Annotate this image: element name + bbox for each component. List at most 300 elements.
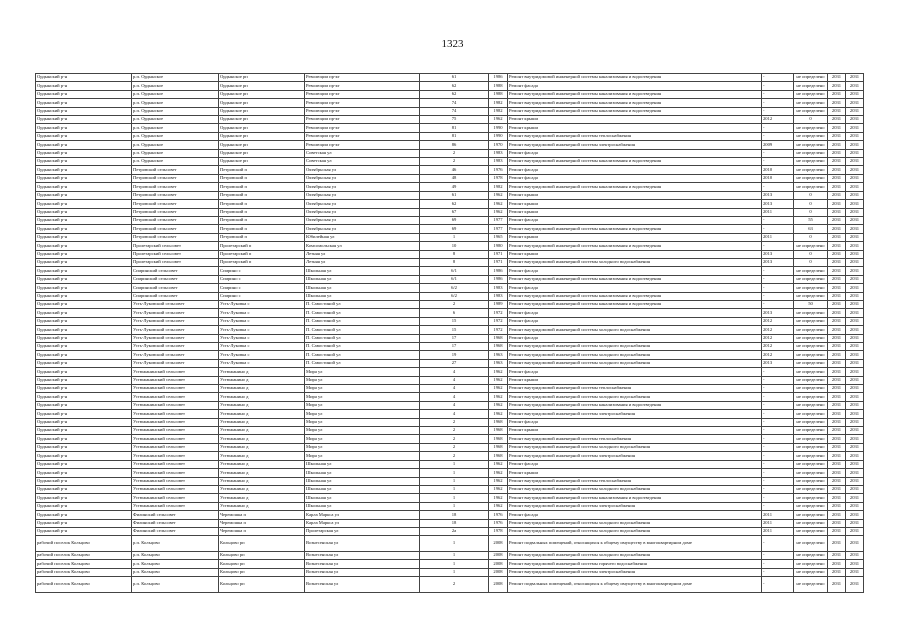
- settlement-cell: Устюжанинский сельсовет: [132, 477, 219, 485]
- table-row: [36, 427, 864, 435]
- street-cell: Октябрьская ул: [305, 166, 420, 174]
- locality-cell: Устюжанино д: [219, 494, 305, 502]
- municipal-district-cell: Ордынский р-н: [36, 107, 132, 115]
- wear-percent-cell: не определено: [794, 435, 828, 443]
- wear-percent-cell: 55: [794, 216, 828, 224]
- house-number-cell: 17: [420, 334, 489, 342]
- settlement-cell: Петровский сельсовет: [132, 225, 219, 233]
- plan-start-year-cell: 2031: [828, 527, 846, 535]
- locality-cell: Ордынское рп: [219, 90, 305, 98]
- plan-end-year-cell: 2031: [846, 368, 864, 376]
- table-row: [36, 560, 864, 568]
- plan-end-year-cell: 2031: [846, 494, 864, 502]
- build-year-cell: 1976: [489, 511, 508, 519]
- municipal-district-cell: Ордынский р-н: [36, 267, 132, 275]
- wear-percent-cell: не определено: [794, 183, 828, 191]
- build-year-cell: 1968: [489, 343, 508, 351]
- municipal-district-cell: Ордынский р-н: [36, 368, 132, 376]
- settlement-cell: Усть-Луковский сельсовет: [132, 300, 219, 308]
- house-number-cell: 2: [420, 158, 489, 166]
- locality-cell: Кольцово рп: [219, 568, 305, 576]
- plan-start-year-cell: 2031: [828, 309, 846, 317]
- locality-cell: Усть-Луковка с: [219, 334, 305, 342]
- plan-end-year-cell: 2031: [846, 551, 864, 559]
- work-type-cell: Ремонт фасада: [508, 334, 762, 342]
- settlement-cell: р.п. Ордынское: [132, 149, 219, 157]
- municipal-district-cell: Ордынский р-н: [36, 343, 132, 351]
- locality-cell: Устюжанино д: [219, 443, 305, 451]
- work-type-cell: Ремонт внутридомовой инженерной системы канализования и водоотведения: [508, 242, 762, 250]
- work-type-cell: Ремонт крыши: [508, 124, 762, 132]
- locality-cell: Ордынское рп: [219, 82, 305, 90]
- settlement-cell: р.п. Ордынское: [132, 124, 219, 132]
- street-cell: П. Савостиной ул: [305, 309, 420, 317]
- wear-percent-cell: не определено: [794, 511, 828, 519]
- wear-percent-cell: не определено: [794, 141, 828, 149]
- work-type-cell: Ремонт внутридомовой инженерной системы холодного водоснабжения: [508, 551, 762, 559]
- plan-end-year-cell: 2031: [846, 427, 864, 435]
- municipal-district-cell: Ордынский р-н: [36, 191, 132, 199]
- plan-start-year-cell: 2031: [828, 494, 846, 502]
- municipal-district-cell: рабочий поселок Кольцово: [36, 560, 132, 568]
- wear-percent-cell: не определено: [794, 368, 828, 376]
- settlement-cell: Устюжанинский сельсовет: [132, 443, 219, 451]
- house-number-cell: 19: [420, 351, 489, 359]
- plan-end-year-cell: 2031: [846, 435, 864, 443]
- plan-start-year-cell: 2031: [828, 292, 846, 300]
- plan-end-year-cell: 2031: [846, 511, 864, 519]
- street-cell: Карла Маркса ул: [305, 511, 420, 519]
- plan-end-year-cell: 2031: [846, 460, 864, 468]
- municipal-district-cell: рабочий поселок Кольцово: [36, 551, 132, 559]
- work-type-cell: Ремонт внутридомовой инженерной системы холодного водоснабжения: [508, 343, 762, 351]
- wear-percent-cell: не определено: [794, 275, 828, 283]
- plan-end-year-cell: 2031: [846, 452, 864, 460]
- plan-end-year-cell: 2031: [846, 90, 864, 98]
- street-cell: Школьная ул: [305, 267, 420, 275]
- work-type-cell: Ремонт фасада: [508, 149, 762, 157]
- plan-start-year-cell: 2031: [828, 418, 846, 426]
- build-year-cell: 1968: [489, 418, 508, 426]
- plan-start-year-cell: 2031: [828, 359, 846, 367]
- street-cell: Летняя ул: [305, 250, 420, 258]
- build-year-cell: 1962: [489, 393, 508, 401]
- municipal-district-cell: Ордынский р-н: [36, 418, 132, 426]
- wear-percent-cell: не определено: [794, 519, 828, 527]
- build-year-cell: 1982: [489, 183, 508, 191]
- wear-percent-cell: не определено: [794, 577, 828, 593]
- plan-start-year-cell: 2031: [828, 267, 846, 275]
- last-repair-year-cell: -: [762, 577, 794, 593]
- wear-percent-cell: не определено: [794, 469, 828, 477]
- plan-start-year-cell: 2031: [828, 410, 846, 418]
- plan-start-year-cell: 2031: [828, 317, 846, 325]
- table-row: [36, 519, 864, 527]
- house-number-cell: 1: [420, 485, 489, 493]
- last-repair-year-cell: 2012: [762, 317, 794, 325]
- locality-cell: Устюжанино д: [219, 401, 305, 409]
- house-number-cell: 2а: [420, 527, 489, 535]
- locality-cell: Усть-Луковка с: [219, 300, 305, 308]
- work-type-cell: Ремонт фасада: [508, 166, 762, 174]
- wear-percent-cell: не определено: [794, 74, 828, 82]
- locality-cell: Усть-Луковка с: [219, 317, 305, 325]
- wear-percent-cell: не определено: [794, 132, 828, 140]
- table-row: [36, 132, 864, 140]
- plan-start-year-cell: 2031: [828, 326, 846, 334]
- house-number-cell: 74: [420, 107, 489, 115]
- build-year-cell: 1962: [489, 494, 508, 502]
- plan-start-year-cell: 2031: [828, 368, 846, 376]
- locality-cell: Устюжанино д: [219, 452, 305, 460]
- locality-cell: Пролетарский п: [219, 242, 305, 250]
- street-cell: Октябрьская ул: [305, 200, 420, 208]
- house-number-cell: 6: [420, 309, 489, 317]
- build-year-cell: 1972: [489, 309, 508, 317]
- table-row: [36, 174, 864, 182]
- settlement-cell: Спиринский сельсовет: [132, 292, 219, 300]
- municipal-district-cell: Ордынский р-н: [36, 82, 132, 90]
- municipal-district-cell: Ордынский р-н: [36, 284, 132, 292]
- plan-end-year-cell: 2031: [846, 401, 864, 409]
- house-number-cell: 4: [420, 368, 489, 376]
- locality-cell: Устюжанино д: [219, 393, 305, 401]
- last-repair-year-cell: -: [762, 216, 794, 224]
- plan-start-year-cell: 2031: [828, 435, 846, 443]
- street-cell: Карла Маркса ул: [305, 519, 420, 527]
- street-cell: Революции пр-кт: [305, 90, 420, 98]
- build-year-cell: 1978: [489, 174, 508, 182]
- house-number-cell: 6/2: [420, 284, 489, 292]
- table-row: [36, 242, 864, 250]
- street-cell: Октябрьская ул: [305, 183, 420, 191]
- plan-start-year-cell: 2031: [828, 82, 846, 90]
- build-year-cell: 1962: [489, 485, 508, 493]
- table-row: [36, 116, 864, 124]
- build-year-cell: 1962: [489, 385, 508, 393]
- house-number-cell: 1: [420, 494, 489, 502]
- plan-end-year-cell: 2031: [846, 334, 864, 342]
- last-repair-year-cell: -: [762, 460, 794, 468]
- street-cell: П. Савостиной ул: [305, 351, 420, 359]
- locality-cell: Черемошка п: [219, 511, 305, 519]
- plan-end-year-cell: 2031: [846, 191, 864, 199]
- plan-end-year-cell: 2031: [846, 132, 864, 140]
- settlement-cell: Усть-Луковский сельсовет: [132, 343, 219, 351]
- municipal-district-cell: Ордынский р-н: [36, 376, 132, 384]
- settlement-cell: Спиринский сельсовет: [132, 284, 219, 292]
- build-year-cell: 1977: [489, 216, 508, 224]
- street-cell: Революции пр-кт: [305, 124, 420, 132]
- build-year-cell: 1972: [489, 317, 508, 325]
- house-number-cell: 2: [420, 418, 489, 426]
- build-year-cell: 1976: [489, 166, 508, 174]
- house-number-cell: 6/1: [420, 275, 489, 283]
- plan-end-year-cell: 2031: [846, 250, 864, 258]
- table-row: [36, 225, 864, 233]
- build-year-cell: 1983: [489, 284, 508, 292]
- house-number-cell: 48: [420, 174, 489, 182]
- build-year-cell: 1986: [489, 74, 508, 82]
- build-year-cell: 2008: [489, 536, 508, 552]
- last-repair-year-cell: -: [762, 502, 794, 510]
- work-type-cell: Ремонт фасада: [508, 267, 762, 275]
- wear-percent-cell: не определено: [794, 527, 828, 535]
- plan-start-year-cell: 2031: [828, 90, 846, 98]
- municipal-district-cell: Ордынский р-н: [36, 99, 132, 107]
- municipal-district-cell: Ордынский р-н: [36, 309, 132, 317]
- build-year-cell: 1962: [489, 191, 508, 199]
- municipal-district-cell: Ордынский р-н: [36, 183, 132, 191]
- municipal-district-cell: Ордынский р-н: [36, 300, 132, 308]
- build-year-cell: 1962: [489, 376, 508, 384]
- build-year-cell: 1988: [489, 90, 508, 98]
- municipal-district-cell: Ордынский р-н: [36, 90, 132, 98]
- table-row: [36, 494, 864, 502]
- municipal-district-cell: Ордынский р-н: [36, 393, 132, 401]
- wear-percent-cell: не определено: [794, 477, 828, 485]
- plan-start-year-cell: 2031: [828, 191, 846, 199]
- wear-percent-cell: не определено: [794, 334, 828, 342]
- street-cell: Вознесенская ул: [305, 568, 420, 576]
- house-number-cell: 2: [420, 577, 489, 593]
- plan-start-year-cell: 2031: [828, 141, 846, 149]
- plan-end-year-cell: 2031: [846, 275, 864, 283]
- house-number-cell: 67: [420, 208, 489, 216]
- settlement-cell: Петровский сельсовет: [132, 208, 219, 216]
- table-row: [36, 250, 864, 258]
- locality-cell: Устюжанино д: [219, 410, 305, 418]
- municipal-district-cell: Ордынский р-н: [36, 275, 132, 283]
- house-number-cell: 1: [420, 477, 489, 485]
- plan-start-year-cell: 2031: [828, 275, 846, 283]
- last-repair-year-cell: -: [762, 225, 794, 233]
- build-year-cell: 1982: [489, 107, 508, 115]
- build-year-cell: 1988: [489, 82, 508, 90]
- last-repair-year-cell: 2012: [762, 351, 794, 359]
- street-cell: Вознесенская ул: [305, 536, 420, 552]
- street-cell: Пролетарская ул: [305, 527, 420, 535]
- plan-end-year-cell: 2031: [846, 208, 864, 216]
- work-type-cell: Ремонт фасада: [508, 82, 762, 90]
- work-type-cell: Ремонт внутридомовой инженерной системы канализования и водоотведения: [508, 275, 762, 283]
- house-number-cell: 10: [420, 242, 489, 250]
- settlement-cell: Усть-Луковский сельсовет: [132, 359, 219, 367]
- plan-start-year-cell: 2031: [828, 300, 846, 308]
- wear-percent-cell: 0: [794, 258, 828, 266]
- plan-start-year-cell: 2031: [828, 216, 846, 224]
- house-number-cell: 4: [420, 401, 489, 409]
- locality-cell: Устюжанино д: [219, 385, 305, 393]
- last-repair-year-cell: 2010: [762, 166, 794, 174]
- settlement-cell: р.п. Ордынское: [132, 82, 219, 90]
- build-year-cell: 1970: [489, 141, 508, 149]
- plan-start-year-cell: 2031: [828, 200, 846, 208]
- street-cell: Мира ул: [305, 452, 420, 460]
- last-repair-year-cell: -: [762, 107, 794, 115]
- work-type-cell: Ремонт крыши: [508, 208, 762, 216]
- locality-cell: Усть-Луковка с: [219, 351, 305, 359]
- municipal-district-cell: Ордынский р-н: [36, 511, 132, 519]
- wear-percent-cell: 0: [794, 250, 828, 258]
- build-year-cell: 1972: [489, 326, 508, 334]
- work-type-cell: Ремонт внутридомовой инженерной системы канализования и водоотведения: [508, 292, 762, 300]
- build-year-cell: 1962: [489, 477, 508, 485]
- street-cell: Школьная ул: [305, 292, 420, 300]
- street-cell: П. Савостиной ул: [305, 300, 420, 308]
- work-type-cell: Ремонт внутридомовой инженерной системы электроснабжения: [508, 410, 762, 418]
- house-number-cell: 27: [420, 359, 489, 367]
- plan-end-year-cell: 2031: [846, 376, 864, 384]
- last-repair-year-cell: 2011: [762, 527, 794, 535]
- municipal-district-cell: Ордынский р-н: [36, 292, 132, 300]
- house-number-cell: 75: [420, 116, 489, 124]
- last-repair-year-cell: -: [762, 418, 794, 426]
- wear-percent-cell: не определено: [794, 174, 828, 182]
- build-year-cell: 1968: [489, 443, 508, 451]
- plan-end-year-cell: 2031: [846, 174, 864, 182]
- plan-start-year-cell: 2031: [828, 74, 846, 82]
- settlement-cell: р.п. Ордынское: [132, 141, 219, 149]
- municipal-district-cell: Ордынский р-н: [36, 435, 132, 443]
- settlement-cell: р.п. Ордынское: [132, 90, 219, 98]
- build-year-cell: 1977: [489, 225, 508, 233]
- last-repair-year-cell: 2011: [762, 233, 794, 241]
- last-repair-year-cell: -: [762, 267, 794, 275]
- house-number-cell: 2: [420, 443, 489, 451]
- wear-percent-cell: не определено: [794, 485, 828, 493]
- last-repair-year-cell: -: [762, 494, 794, 502]
- last-repair-year-cell: 2012: [762, 334, 794, 342]
- build-year-cell: 2008: [489, 560, 508, 568]
- locality-cell: Кольцово рп: [219, 560, 305, 568]
- build-year-cell: 1990: [489, 124, 508, 132]
- house-number-cell: 61: [420, 74, 489, 82]
- table-row: [36, 368, 864, 376]
- work-type-cell: Ремонт внутридомовой инженерной системы канализования и водоотведения: [508, 158, 762, 166]
- wear-percent-cell: не определено: [794, 107, 828, 115]
- plan-end-year-cell: 2031: [846, 225, 864, 233]
- work-type-cell: Ремонт фасада: [508, 511, 762, 519]
- table-row: [36, 511, 864, 519]
- street-cell: Школьная ул: [305, 494, 420, 502]
- house-number-cell: 62: [420, 200, 489, 208]
- work-type-cell: Ремонт крыши: [508, 233, 762, 241]
- plan-start-year-cell: 2031: [828, 519, 846, 527]
- last-repair-year-cell: -: [762, 183, 794, 191]
- municipal-district-cell: Ордынский р-н: [36, 359, 132, 367]
- work-type-cell: Ремонт фасада: [508, 317, 762, 325]
- work-type-cell: Ремонт внутридомовой инженерной системы холодного водоснабжения: [508, 258, 762, 266]
- plan-start-year-cell: 2031: [828, 208, 846, 216]
- locality-cell: Ордынское рп: [219, 141, 305, 149]
- municipal-district-cell: Ордынский р-н: [36, 216, 132, 224]
- plan-start-year-cell: 2031: [828, 551, 846, 559]
- locality-cell: Ордынское рп: [219, 99, 305, 107]
- plan-end-year-cell: 2031: [846, 107, 864, 115]
- municipal-district-cell: Ордынский р-н: [36, 74, 132, 82]
- build-year-cell: 1968: [489, 452, 508, 460]
- house-number-cell: 81: [420, 124, 489, 132]
- wear-percent-cell: не определено: [794, 393, 828, 401]
- plan-end-year-cell: 2031: [846, 158, 864, 166]
- build-year-cell: 1990: [489, 132, 508, 140]
- plan-end-year-cell: 2031: [846, 385, 864, 393]
- wear-percent-cell: не определено: [794, 317, 828, 325]
- locality-cell: Усть-Луковка с: [219, 309, 305, 317]
- street-cell: Комсомольская ул: [305, 242, 420, 250]
- locality-cell: Ордынское рп: [219, 132, 305, 140]
- settlement-cell: Пролетарский сельсовет: [132, 242, 219, 250]
- settlement-cell: Устюжанинский сельсовет: [132, 393, 219, 401]
- wear-percent-cell: не определено: [794, 284, 828, 292]
- street-cell: Октябрьская ул: [305, 174, 420, 182]
- build-year-cell: 1986: [489, 267, 508, 275]
- last-repair-year-cell: -: [762, 485, 794, 493]
- settlement-cell: Устюжанинский сельсовет: [132, 427, 219, 435]
- work-type-cell: Ремонт фасада: [508, 174, 762, 182]
- plan-end-year-cell: 2031: [846, 393, 864, 401]
- locality-cell: Устюжанино д: [219, 485, 305, 493]
- settlement-cell: Устюжанинский сельсовет: [132, 502, 219, 510]
- plan-start-year-cell: 2031: [828, 107, 846, 115]
- wear-percent-cell: не определено: [794, 158, 828, 166]
- plan-end-year-cell: 2031: [846, 485, 864, 493]
- table-row: [36, 141, 864, 149]
- wear-percent-cell: не определено: [794, 359, 828, 367]
- last-repair-year-cell: -: [762, 560, 794, 568]
- settlement-cell: Пролетарский сельсовет: [132, 258, 219, 266]
- settlement-cell: р.п. Кольцово: [132, 568, 219, 576]
- table-row: [36, 477, 864, 485]
- table-row: [36, 568, 864, 576]
- street-cell: Школьная ул: [305, 284, 420, 292]
- plan-end-year-cell: 2031: [846, 82, 864, 90]
- plan-start-year-cell: 2031: [828, 393, 846, 401]
- work-type-cell: Ремонт внутридомовой инженерной системы теплоснабжения: [508, 435, 762, 443]
- locality-cell: Петровский п: [219, 233, 305, 241]
- plan-end-year-cell: 2031: [846, 477, 864, 485]
- wear-percent-cell: не определено: [794, 427, 828, 435]
- build-year-cell: 1962: [489, 410, 508, 418]
- settlement-cell: Усть-Луковский сельсовет: [132, 309, 219, 317]
- wear-percent-cell: 0: [794, 200, 828, 208]
- municipal-district-cell: Ордынский р-н: [36, 124, 132, 132]
- wear-percent-cell: не определено: [794, 385, 828, 393]
- last-repair-year-cell: -: [762, 74, 794, 82]
- wear-percent-cell: не определено: [794, 502, 828, 510]
- table-row: [36, 410, 864, 418]
- work-type-cell: Ремонт внутридомовой инженерной системы холодного водоснабжения: [508, 527, 762, 535]
- house-number-cell: 62: [420, 82, 489, 90]
- street-cell: Советская ул: [305, 149, 420, 157]
- house-number-cell: 4: [420, 410, 489, 418]
- house-number-cell: 2: [420, 300, 489, 308]
- municipal-district-cell: Ордынский р-н: [36, 149, 132, 157]
- work-type-cell: Ремонт крыши: [508, 250, 762, 258]
- house-number-cell: 17: [420, 343, 489, 351]
- municipal-district-cell: Ордынский р-н: [36, 477, 132, 485]
- plan-end-year-cell: 2031: [846, 74, 864, 82]
- work-type-cell: Ремонт подвальных помещений, относящихся к общему имуществу в многоквартирном доме: [508, 536, 762, 552]
- plan-start-year-cell: 2031: [828, 334, 846, 342]
- street-cell: Революции пр-кт: [305, 74, 420, 82]
- locality-cell: Черемошка п: [219, 527, 305, 535]
- street-cell: Школьная ул: [305, 477, 420, 485]
- settlement-cell: р.п. Кольцово: [132, 560, 219, 568]
- table-row: [36, 551, 864, 559]
- wear-percent-cell: не определено: [794, 443, 828, 451]
